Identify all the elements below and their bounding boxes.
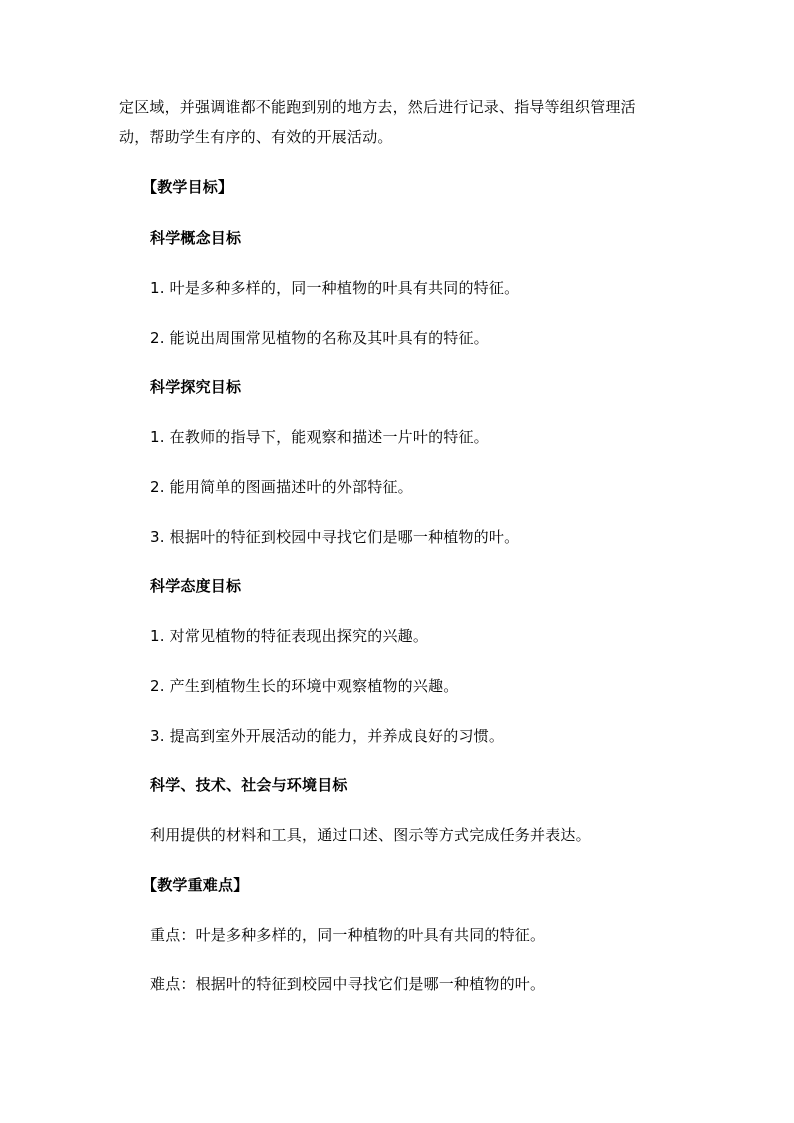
subheading-concept-goals: 科学概念目标 <box>150 229 242 247</box>
difficult-point-text: 难点：根据叶的特征到校园中寻找它们是哪一种植物的叶。 <box>150 975 546 993</box>
section-heading-teaching-goals: 【教学目标】 <box>142 178 234 196</box>
list-item: 1. 叶是多种多样的，同一种植物的叶具有共同的特征。 <box>150 279 520 297</box>
list-item: 1. 在教师的指导下，能观察和描述一片叶的特征。 <box>150 428 489 446</box>
list-item: 3. 提高到室外开展活动的能力，并养成良好的习惯。 <box>150 727 505 745</box>
subheading-inquiry-goals: 科学探究目标 <box>150 378 242 396</box>
subheading-attitude-goals: 科学态度目标 <box>150 577 242 595</box>
intro-paragraph-line-1: 定区域，并强调谁都不能跑到别的地方去，然后进行记录、指导等组织管理活 <box>119 98 636 116</box>
list-item: 3. 根据叶的特征到校园中寻找它们是哪一种植物的叶。 <box>150 528 520 546</box>
section-heading-key-difficult-points: 【教学重难点】 <box>142 876 249 894</box>
key-point-text: 重点：叶是多种多样的，同一种植物的叶具有共同的特征。 <box>150 926 546 944</box>
subheading-sts-goals: 科学、技术、社会与环境目标 <box>150 776 348 794</box>
list-item: 2. 能用简单的图画描述叶的外部特征。 <box>150 478 413 496</box>
intro-paragraph-line-2: 动，帮助学生有序的、有效的开展活动。 <box>119 128 393 146</box>
list-item: 2. 产生到植物生长的环境中观察植物的兴趣。 <box>150 677 459 695</box>
list-item: 1. 对常见植物的特征表现出探究的兴趣。 <box>150 627 429 645</box>
sts-goal-text: 利用提供的材料和工具，通过口述、图示等方式完成任务并表达。 <box>150 826 591 844</box>
list-item: 2. 能说出周围常见植物的名称及其叶具有的特征。 <box>150 329 489 347</box>
